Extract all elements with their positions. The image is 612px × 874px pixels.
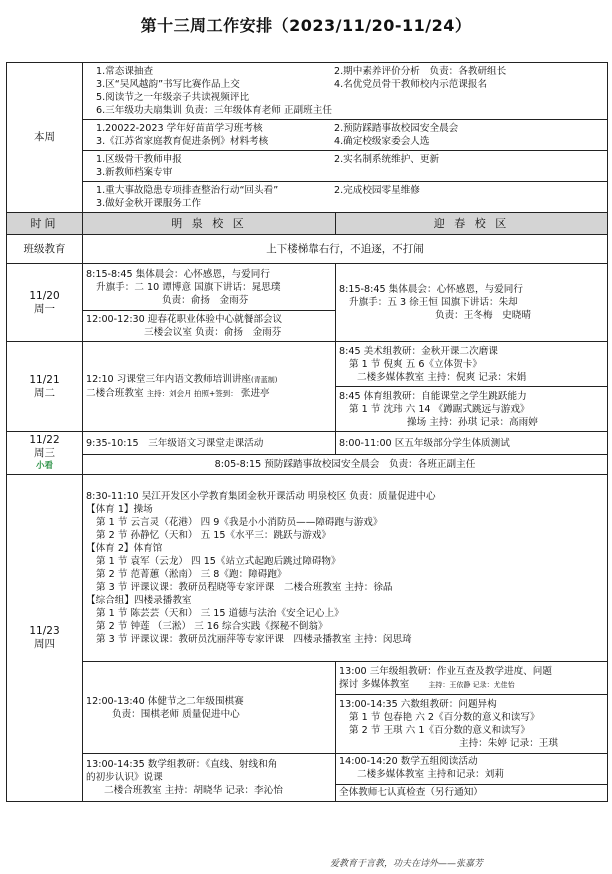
date: 11/21: [29, 373, 60, 386]
thu-yc-d: 全体教师七认真检查（另行通知）: [339, 787, 483, 798]
item: 1.20022-2023 学年好苗苗学习班考核: [96, 123, 263, 134]
item: 3.《江苏省家庭教育促进条例》材料考核: [96, 136, 269, 147]
item: 3.新教师档案专审: [96, 167, 173, 178]
wed-yc: 8:00-11:00 区五年级部分学生体质测试: [336, 432, 608, 455]
line: 负责：王冬梅 史晓晴: [435, 310, 531, 321]
thu-mq-b: [83, 662, 336, 754]
tue-yc-a: [336, 342, 608, 387]
weekday: 周一: [34, 302, 55, 315]
line: 第 2 节 钟莲 （三淞） 三 16 综合实践《探秘不倒翁》: [96, 621, 328, 632]
item: 4.名优党员骨干教师校内示范课报名: [334, 79, 488, 90]
line: 第 3 节 评课议课：教研员沈丽萍等专家评课 四楼录播教室 主持：闵思琦: [96, 634, 412, 645]
weekday: 周二: [34, 386, 55, 399]
line: 8:15-8:45 集体晨会：心怀感恩，与爱同行: [339, 284, 523, 295]
tue-mq: [83, 342, 336, 432]
thu-yc-cd: [336, 754, 608, 802]
item: 1.重大事故隐患专项排查整治行动“回头看”: [96, 185, 279, 196]
recorder: 张进亭: [240, 388, 270, 399]
footer-motto: 爱教育于言教，功夫在诗外——张嘉芳: [330, 859, 484, 869]
thu-mq-c: [83, 754, 336, 802]
thu-yc-b: [336, 695, 608, 754]
line: [86, 373, 332, 387]
host-recorder: 主持：王依静 记录：尤佳怡: [428, 680, 515, 689]
item: 2.实名制系统维护、更新: [334, 154, 440, 165]
line: 第 1 节 倪爽 五 6《立体贺卡》: [349, 358, 482, 370]
place: 探讨 多媒体教室: [339, 678, 410, 690]
note: (青蓝制): [251, 376, 278, 384]
text: 12:10 习课堂三年内语文教师培训讲座: [86, 374, 252, 385]
line: 第 2 节 王琪 六 1《百分数的意义和读写》: [349, 725, 530, 736]
line: 第 2 节 孙静忆（天和） 五 15《水平三：跳跃与游戏》: [96, 530, 332, 541]
col-time-header: 时间: [7, 213, 83, 235]
line: 第 2 节 范菁蕙（淞南） 三 8《跑：障碍跑》: [96, 569, 287, 580]
line: 8:45 美术组教研：金秋开课二次磨课: [339, 345, 498, 357]
line: 第 1 节 云言灵（花港） 四 9《我是小小消防员——障碍跑与游戏》: [96, 517, 383, 528]
line: 13:00-14:35 数学组教研：《直线、射线和角: [86, 759, 278, 770]
weekday: 周四: [34, 638, 55, 650]
weekday: 周三: [34, 446, 55, 459]
mon-mq-b: [83, 311, 336, 342]
schedule-table: [6, 62, 608, 802]
line: [86, 387, 332, 400]
benzhou-label: 本周: [7, 63, 83, 213]
page-title: 第十三周工作安排（2023/11/20-11/24）: [140, 16, 472, 35]
line: 三楼会议室 负责：俞扬 金雨芬: [144, 327, 282, 338]
item: 5.阅读节之一年级亲子共读视频评比: [96, 92, 250, 103]
item: 3.做好金秋开课服务工作: [96, 198, 202, 209]
line: 二楼多媒体教室 主持和记录：刘莉: [357, 769, 504, 780]
day-wed: [7, 432, 83, 475]
line: [339, 678, 604, 692]
item: 1.常态课抽查: [96, 66, 154, 77]
line: 第 1 节 沈玮 六 14 《蹲踞式跳远与游戏》: [349, 403, 530, 415]
host: 主持：刘会月 拍照+签到：: [146, 389, 238, 398]
line: 13:00-14:35 六数组教研：问题异构: [339, 699, 497, 710]
tue-yc-b: [336, 387, 608, 432]
line: 12:00-13:40 体健节之二年级围棋赛: [86, 695, 244, 707]
item: 1.区级骨干教师申报: [96, 154, 182, 165]
line: 升旗手：五 3 徐王恒 国旗下讲话：朱却: [349, 297, 518, 308]
line: 第 3 节 评课议课：教研员程晓等专家评课 二楼合班教室 主持：徐晶: [96, 582, 393, 593]
wed-both: 8:05-8:15 预防踩踏事故校园安全晨会 负责：各班正副主任: [83, 455, 608, 475]
line: 第 1 节 袁军（云龙） 四 15《站立式起跑后跳过障碍物》: [96, 556, 341, 567]
date: 11/22: [29, 433, 60, 446]
handwritten-note: 小看: [35, 460, 53, 471]
line: 负责：俞扬 金雨芬: [162, 294, 249, 306]
benzhou-group-4: [83, 182, 608, 213]
line: 主持：朱婷 记录：王琪: [459, 738, 558, 749]
line: 14:00-14:20 数学五组阅读活动: [339, 756, 478, 767]
line: 8:30-11:10 吴江开发区小学教育集团金秋开课活动 明泉校区 负责：质量促进中心: [86, 491, 436, 502]
line: 第 1 节 包春艳 六 2《百分数的意义和读写》: [349, 712, 540, 723]
line: 8:45 体育组教研：自能课堂之学生跳跃能力: [339, 390, 527, 402]
item: 2.完成校园零星维修: [334, 185, 420, 196]
line: 二楼多媒体教室 主持：倪爽 记录：宋娟: [357, 371, 527, 383]
line: 的初步认识》说课: [86, 772, 163, 783]
section: 【体育 2】体育馆: [86, 543, 163, 554]
line: 操场 主持：孙琪 记录：高雨婷: [407, 416, 538, 428]
line: 13:00 三年级组教研：作业互查及教学进度、问题: [339, 665, 552, 677]
section: 【综合组】四楼录播教室: [86, 595, 192, 606]
day-thu: [7, 475, 83, 802]
line: 第 1 节 陈芸芸（天和） 三 15 道德与法治《安全记心上》: [96, 608, 344, 619]
thu-main: [83, 475, 608, 662]
day-tue: [7, 342, 83, 432]
line: 升旗手：二 10 谭博意 国旗下讲话：晁思璞: [96, 281, 281, 293]
place: 二楼合班教室: [86, 388, 144, 399]
class-edu-label: 班级教育: [7, 235, 83, 264]
item: 2.预防踩踏事故校园安全晨会: [334, 123, 459, 134]
item: 4.确定校级家委会人选: [334, 136, 430, 147]
benzhou-group-3: [83, 151, 608, 182]
date: 11/20: [29, 289, 60, 302]
thu-yc-c: [336, 754, 607, 785]
line: 12:00-12:30 迎春花职业体验中心就餐部会议: [86, 314, 283, 325]
line: 负责：围棋老师 质量促进中心: [112, 708, 240, 720]
line: 二楼合班教室 主持：胡晓华 记录：李沁怡: [104, 785, 283, 796]
benzhou-group-1: [83, 63, 608, 120]
mon-yc: [336, 264, 608, 342]
date: 11/23: [29, 625, 60, 637]
col-yingchun-header: 迎 春 校 区: [336, 213, 608, 235]
mon-mq-a: [83, 264, 336, 311]
thu-yc-a: [336, 662, 608, 695]
section: 【体育 1】操场: [86, 504, 153, 515]
benzhou-group-2: [83, 120, 608, 151]
day-mon: [7, 264, 83, 342]
item: 6.三年级功夫扇集训 负责：三年级体育老师 正副班主任: [96, 105, 332, 116]
item: 2.期中素养评价分析 负责：各教研组长: [334, 66, 507, 77]
wed-mq: 9:35-10:15 三年级语文习课堂走课活动: [83, 432, 336, 455]
item: 3.区“吴风越韵”书写比赛作品上交: [96, 79, 240, 90]
line: 8:15-8:45 集体晨会：心怀感恩，与爱同行: [86, 268, 270, 280]
col-mingquan-header: 明 泉 校 区: [83, 213, 336, 235]
class-edu-text: 上下楼梯靠右行，不追逐，不打闹: [83, 235, 608, 264]
